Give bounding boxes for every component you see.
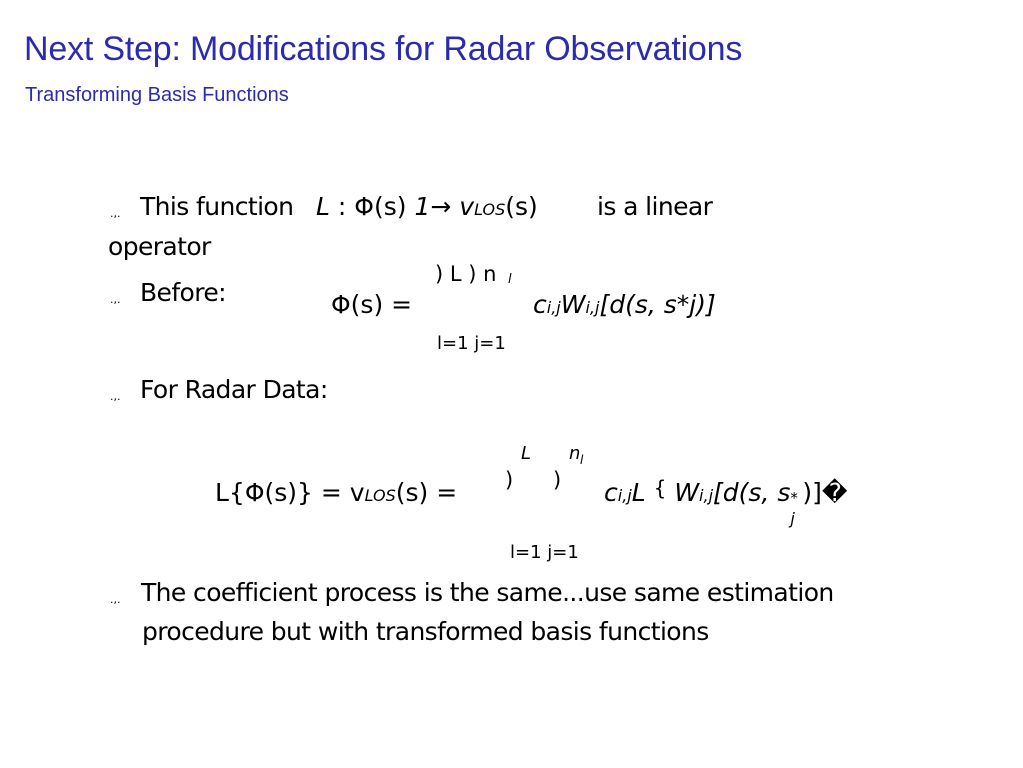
radar-paren-2: ) (553, 468, 562, 492)
arrow-icon: → (430, 192, 452, 221)
radar-lhs2: (s) = (395, 478, 458, 507)
op-colon: : (337, 192, 347, 221)
before-rest: [d(s, s*j)] (599, 290, 716, 319)
before-body (533, 290, 716, 319)
bullet-1-cont: is a linear (597, 192, 713, 221)
radar-lhs (215, 478, 457, 507)
bullet-marker: .,. (110, 593, 121, 606)
bullet-1-text: This function (140, 192, 294, 221)
radar-body (604, 476, 848, 528)
bullet-2-text: Before: (140, 278, 226, 307)
radar-rest2: )] (802, 478, 822, 507)
op-lhs: L (316, 192, 330, 221)
radar-rest1: [d(s, s (713, 478, 791, 507)
bullet-3-text: For Radar Data: (140, 375, 328, 404)
slide-title: Next Step: Modifications for Radar Observations (24, 30, 743, 68)
before-c: c (533, 290, 547, 319)
op-phi: Φ(s) (354, 192, 407, 221)
op-v: v (459, 192, 475, 221)
radar-top-n: n (569, 443, 581, 464)
radar-lhs-main: L{Φ(s)} = v (215, 478, 365, 507)
radar-los: LOS (364, 486, 396, 505)
op-one: 1 (414, 192, 431, 221)
bullet-marker: .,. (110, 293, 121, 306)
before-sum-top-sub: l (508, 272, 512, 287)
before-lhs: Φ(s) = (331, 290, 413, 319)
operator-equation (316, 192, 538, 221)
before-sub2: i,j (585, 298, 600, 317)
op-los: LOS (474, 200, 506, 219)
bullet-4-line2: procedure but with transformed basis functions (142, 617, 709, 646)
bullet-marker: .,. (110, 390, 121, 403)
bullet-4-text: The coefficient process is the same...use same estimation (141, 578, 834, 607)
radar-star: * (790, 489, 798, 507)
radar-j: j (790, 509, 795, 528)
replacement-glyph-icon: � (821, 478, 848, 507)
radar-L: L (631, 478, 646, 507)
bullet-marker: .,. (110, 207, 121, 220)
before-sub1: i,j (546, 298, 561, 317)
bullet-1-line2: operator (108, 232, 211, 261)
radar-top-n-sub: l (580, 453, 584, 467)
radar-sub2: i,j (699, 486, 714, 505)
radar-w: W (674, 478, 700, 507)
radar-sub1: i,j (617, 486, 632, 505)
radar-c: c (604, 478, 618, 507)
before-sum-top: ) L ) n (435, 262, 497, 286)
before-w: W (560, 290, 586, 319)
op-s: (s) (505, 192, 538, 221)
slide-subtitle: Transforming Basis Functions (25, 84, 289, 106)
radar-top-L: L (521, 443, 532, 464)
radar-limits: l=1 j=1 (510, 542, 579, 563)
before-limits: l=1 j=1 (437, 333, 506, 354)
radar-brace: { (653, 476, 667, 500)
radar-paren-1: ) (505, 468, 514, 492)
